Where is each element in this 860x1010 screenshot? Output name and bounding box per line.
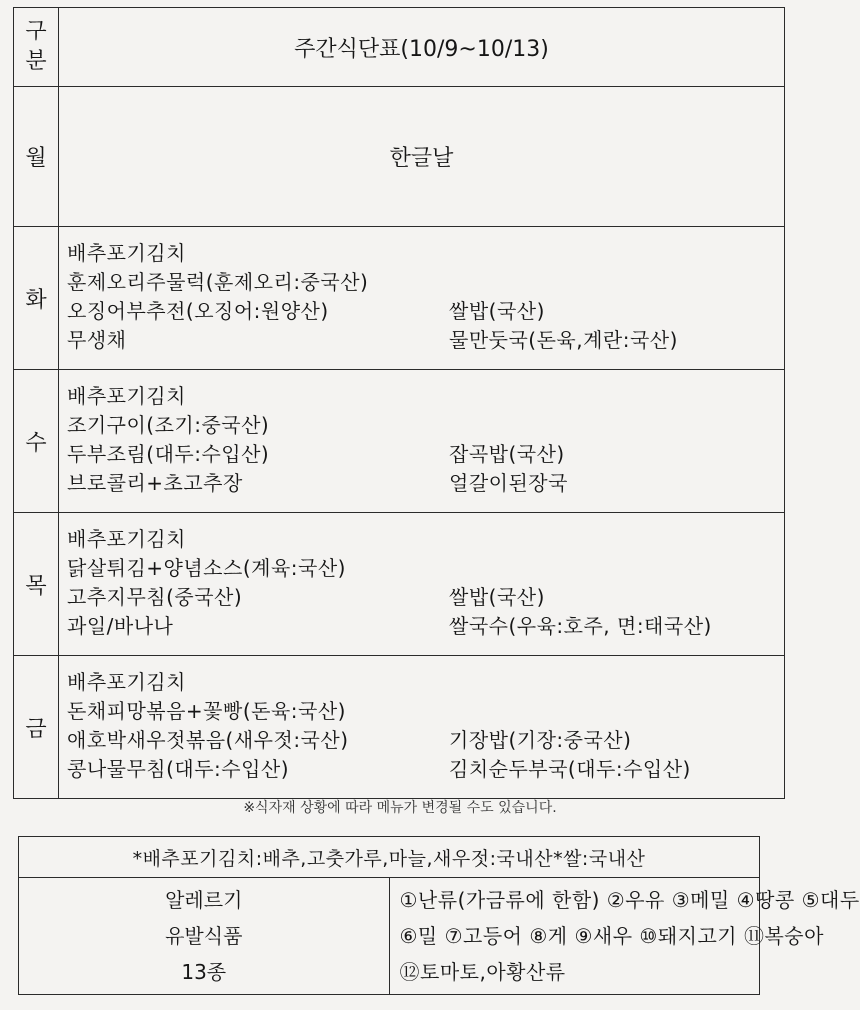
allergy-items xyxy=(389,878,860,995)
menu-item xyxy=(449,554,784,583)
menu-item: 잡곡밥(국산) xyxy=(449,442,565,466)
allergy-label xyxy=(19,878,390,995)
holiday-label: 한글날 xyxy=(59,87,785,227)
menu-item xyxy=(449,268,784,297)
menu-item xyxy=(449,382,784,411)
menu-item: 두부조림(대두:수입산) xyxy=(67,442,270,466)
menu-item: 쌀국수(우육:호주, 면:태국산) xyxy=(449,614,712,638)
menu-item: 무생채 xyxy=(67,328,127,352)
menu-item xyxy=(449,411,784,440)
category-header xyxy=(14,8,59,87)
menu-title: 주간식단표(10/9~10/13) xyxy=(59,8,785,87)
menu-item: 돈채피망볶음+꽃빵(돈육:국산) xyxy=(67,699,346,723)
menu-item: 쌀밥(국산) xyxy=(449,299,545,323)
menu-item: 고추지무침(중국산) xyxy=(67,585,243,609)
allergy-info-table xyxy=(18,836,860,995)
day-label-thu: 목 xyxy=(14,513,59,656)
menu-item: 배추포기김치 xyxy=(67,670,186,694)
menu-item xyxy=(449,697,784,726)
allergy-items-line: ⑥밀 ⑦고등어 ⑧게 ⑨새우 ⑩돼지고기 ⑪복숭아 xyxy=(399,924,824,948)
origin-info: *배추포기김치:배추,고춧가루,마늘,새우젓:국내산*쌀:국내산 xyxy=(19,837,760,878)
menu-item: 브로콜리+초고추장 xyxy=(67,471,243,495)
menu-cell-fri xyxy=(59,656,785,799)
menu-item: 물만둣국(돈육,계란:국산) xyxy=(449,328,678,352)
allergy-items-line: ⑫토마토,아황산류 xyxy=(399,960,566,984)
category-header-char-2: 분 xyxy=(25,49,47,74)
menu-cell-thu xyxy=(59,513,785,656)
allergy-label-line: 13종 xyxy=(181,960,227,984)
day-label-wed: 수 xyxy=(14,370,59,513)
category-header-char-1: 구 xyxy=(25,19,47,44)
menu-item: 훈제오리주물럭(훈제오리:중국산) xyxy=(67,270,369,294)
menu-item: 오징어부추전(오징어:원양산) xyxy=(67,299,329,323)
menu-item xyxy=(449,668,784,697)
menu-item: 기장밥(기장:중국산) xyxy=(449,728,632,752)
menu-item: 배추포기김치 xyxy=(67,527,186,551)
day-label-fri: 금 xyxy=(14,656,59,799)
day-label-tue: 화 xyxy=(14,227,59,370)
menu-item xyxy=(449,525,784,554)
day-label-mon: 월 xyxy=(14,87,59,227)
menu-item: 배추포기김치 xyxy=(67,241,186,265)
menu-item: 조기구이(조기:중국산) xyxy=(67,413,270,437)
allergy-items-line: ①난류(가금류에 한함) ②우유 ③메밀 ④땅콩 ⑤대두 xyxy=(399,888,860,912)
menu-item: 닭살튀김+양념소스(계육:국산) xyxy=(67,556,346,580)
menu-item: 콩나물무침(대두:수입산) xyxy=(67,757,290,781)
menu-item: 배추포기김치 xyxy=(67,384,186,408)
menu-item: 쌀밥(국산) xyxy=(449,585,545,609)
menu-cell-tue xyxy=(59,227,785,370)
allergy-label-line: 유발식품 xyxy=(165,924,243,948)
weekly-menu-table xyxy=(13,7,785,799)
menu-item: 김치순두부국(대두:수입산) xyxy=(449,757,691,781)
menu-change-note: ※식자재 상황에 따라 메뉴가 변경될 수도 있습니다. xyxy=(243,800,557,816)
allergy-label-line: 알레르기 xyxy=(165,888,243,912)
menu-cell-wed xyxy=(59,370,785,513)
menu-item: 과일/바나나 xyxy=(67,614,174,638)
menu-item xyxy=(449,239,784,268)
menu-item: 애호박새우젓볶음(새우젓:국산) xyxy=(67,728,349,752)
menu-item: 얼갈이된장국 xyxy=(449,471,568,495)
